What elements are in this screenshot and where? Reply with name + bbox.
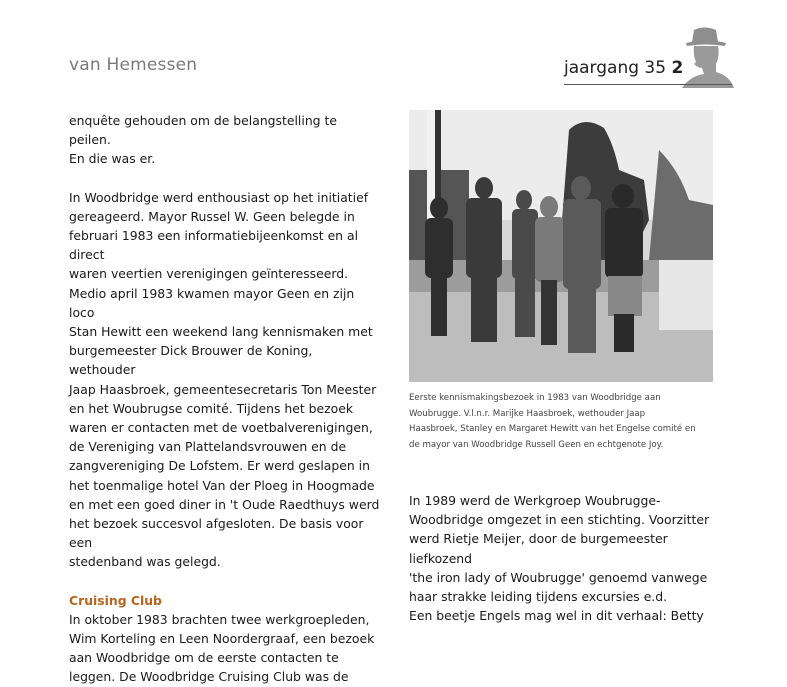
text-line: stedenband was gelegd. [69, 554, 221, 570]
text-line: en het Woubrugse comité. Tijdens het bezoek [69, 400, 354, 416]
text-line: gereageerd. Mayor Russel W. Geen belegde in [69, 208, 355, 224]
text-line: werd Rietje Meijer, door de burgemeester liefkozend [409, 531, 668, 566]
text-line: Wim Korteling en Leen Noordergraaf, een bezoek [69, 631, 375, 647]
text-line: leggen. De Woodbridge Cruising Club was de [69, 669, 349, 685]
header-publication-name: van Hemessen [69, 55, 198, 75]
man-with-hat-logo [678, 24, 734, 90]
text-line: het bezoek succesvol afgesloten. De basis voor een [69, 516, 364, 551]
issue-number: 2 [671, 58, 684, 78]
text-line: burgemeester Dick Brouwer de Koning, wethouder [69, 343, 313, 378]
text-line: In oktober 1983 brachten twee werkgroepleden, [69, 611, 370, 627]
jaargang-label: jaargang 35 [564, 58, 667, 78]
text-line: waren er contacten met de voetbalverenigingen, [69, 420, 373, 436]
text-line: februari 1983 een informatiebijeenkomst en al direct [69, 228, 359, 263]
text-line: en met een goed diner in 't Oude Raedthuys werd [69, 496, 380, 512]
text-line: aan Woodbridge om de eerste contacten te [69, 650, 339, 666]
header-issue [564, 58, 683, 78]
caption-line: Eerste kennismakingsbezoek in 1983 van Woodbridge aan [409, 393, 661, 403]
text-line: Medio april 1983 kwamen mayor Geen en zijn loco [69, 285, 355, 320]
caption-line: de mayor van Woodbridge Russell Geen en echtgenote Joy. [409, 439, 664, 450]
caption-line: Haasbroek, Stanley en Margaret Hewitt van het Engelse comité en [409, 424, 696, 434]
text-line: 'the iron lady of Woubrugge' genoemd vanwege [409, 569, 708, 585]
text-line: En die was er. [69, 151, 156, 167]
paragraph-intro [69, 111, 381, 169]
text-line: Stan Hewitt een weekend lang kennismaken met [69, 324, 373, 340]
text-line: enquête gehouden om de belangstelling te peilen. [69, 113, 337, 148]
text-line: waren veertien verenigingen geïnteresseerd. [69, 266, 349, 282]
text-line: het toenmalige hotel Van der Ploeg in Hoogmade [69, 477, 375, 493]
text-line: Woodbridge omgezet in een stichting. Voorzitter [409, 512, 710, 528]
text-line: Jaap Haasbroek, gemeentesecretaris Ton Meester [69, 381, 377, 397]
subheading-cruising-club: Cruising Club [69, 592, 162, 608]
text-line: Een beetje Engels mag wel in dit verhaal: Betty [409, 608, 704, 624]
group-photo [409, 110, 713, 382]
paragraph-woodbridge [69, 188, 381, 572]
header-divider [564, 84, 732, 85]
text-line: zangvereniging De Lofstem. Er werd geslapen in [69, 458, 370, 474]
caption-line: Woubrugge. V.l.n.r. Marijke Haasbroek, wethouder Jaap [409, 408, 646, 419]
text-line: haar strakke leiding tijdens excursies e.d. [409, 589, 668, 605]
photo-caption [409, 391, 719, 453]
left-column [69, 111, 381, 687]
paragraph-cruising-club [69, 610, 381, 687]
text-line: In Woodbridge werd enthousiast op het initiatief [69, 189, 369, 205]
text-line: In 1989 werd de Werkgroep Woubrugge- [409, 493, 661, 508]
right-column [409, 491, 727, 625]
text-line: de Vereniging van Plattelandsvrouwen en de [69, 439, 347, 455]
